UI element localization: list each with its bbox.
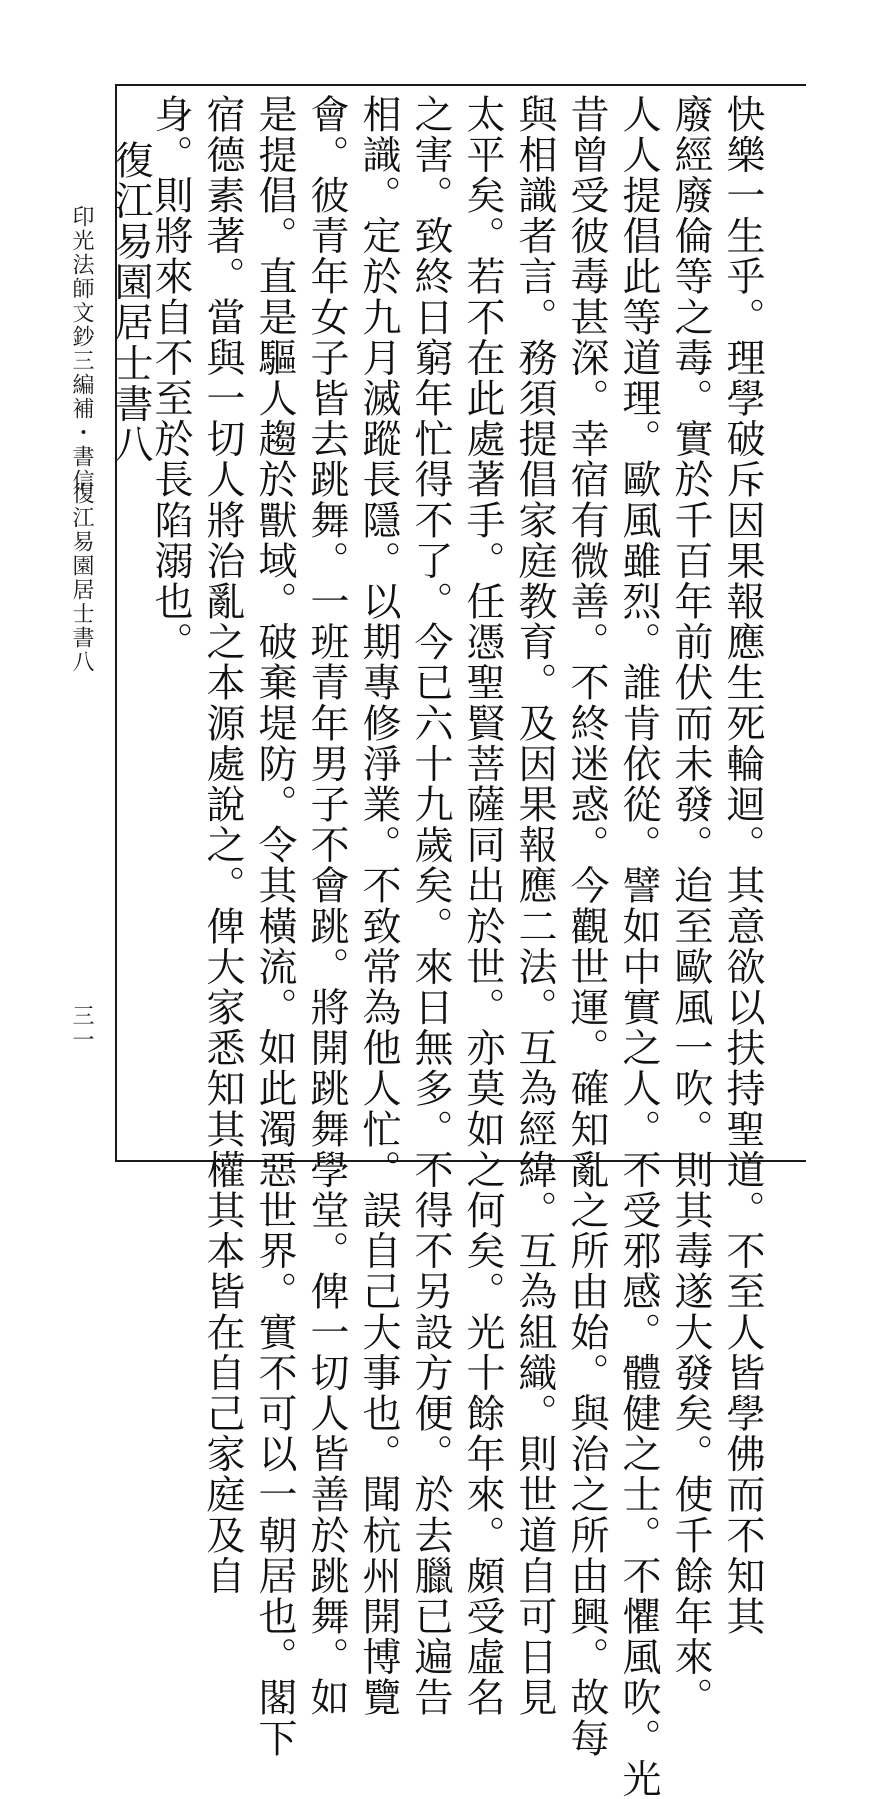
page-number: 三一 xyxy=(69,1004,94,1052)
letter-title: 復江易園居士書八 xyxy=(108,140,153,465)
section-title: 復江易園居士書八 xyxy=(69,482,94,674)
text-column-9: 會。彼青年女子皆去跳舞。一班青年男子不會跳。將開跳舞學堂。俾一切人皆善於跳舞。如 xyxy=(304,94,349,1718)
text-column-7: 之害。致終日窮年忙得不了。今已六十九歲矣。來日無多。不得不另設方便。於去臘已遍告 xyxy=(408,94,453,1718)
book-title: 印光法師文鈔三編補・書信 xyxy=(69,205,94,493)
text-column-4: 昔曾受彼毒甚深。幸宿有微善。不終迷惑。今觀世運。確知亂之所由始。與治之所由興。故每 xyxy=(564,94,609,1759)
text-column-3: 人人提倡此等道理。歐風雖烈。誰肯依從。譬如中實之人。不受邪感。體健之士。不懼風吹。光 xyxy=(616,94,661,1799)
text-column-11: 宿德素著。當與一切人將治亂之本源處說之。俾大家悉知其權其本皆在自己家庭及自 xyxy=(200,94,245,1597)
text-column-5: 與相識者言。務須提倡家庭教育。及因果報應二法。互為經緯。互為組織。則世道自可日見 xyxy=(512,94,557,1718)
text-column-1: 快樂一生乎。理學破斥因果報應生死輪迴。其意欲以扶持聖道。不至人皆學佛而不知其 xyxy=(720,94,765,1637)
text-column-6: 太平矣。若不在此處著手。任憑聖賢菩薩同出於世。亦莫如之何矣。光十餘年來。頗受虛名 xyxy=(460,94,505,1718)
text-column-8: 相識。定於九月滅蹤長隱。以期專修淨業。不致常為他人忙。誤自己大事也。聞杭州開博覽 xyxy=(356,94,401,1718)
text-column-10: 是提倡。直是驅人趨於獸域。破棄堤防。令其橫流。如此濁惡世界。實不可以一朝居也。閣下 xyxy=(252,94,297,1759)
text-column-12: 身。則將來自不至於長陷溺也。 xyxy=(148,94,193,663)
top-border-line xyxy=(116,84,806,86)
text-column-2: 廢經廢倫等之毒。實於千百年前伏而未發。迨至歐風一吹。則其毒遂大發矣。使千餘年來。 xyxy=(668,94,713,1718)
